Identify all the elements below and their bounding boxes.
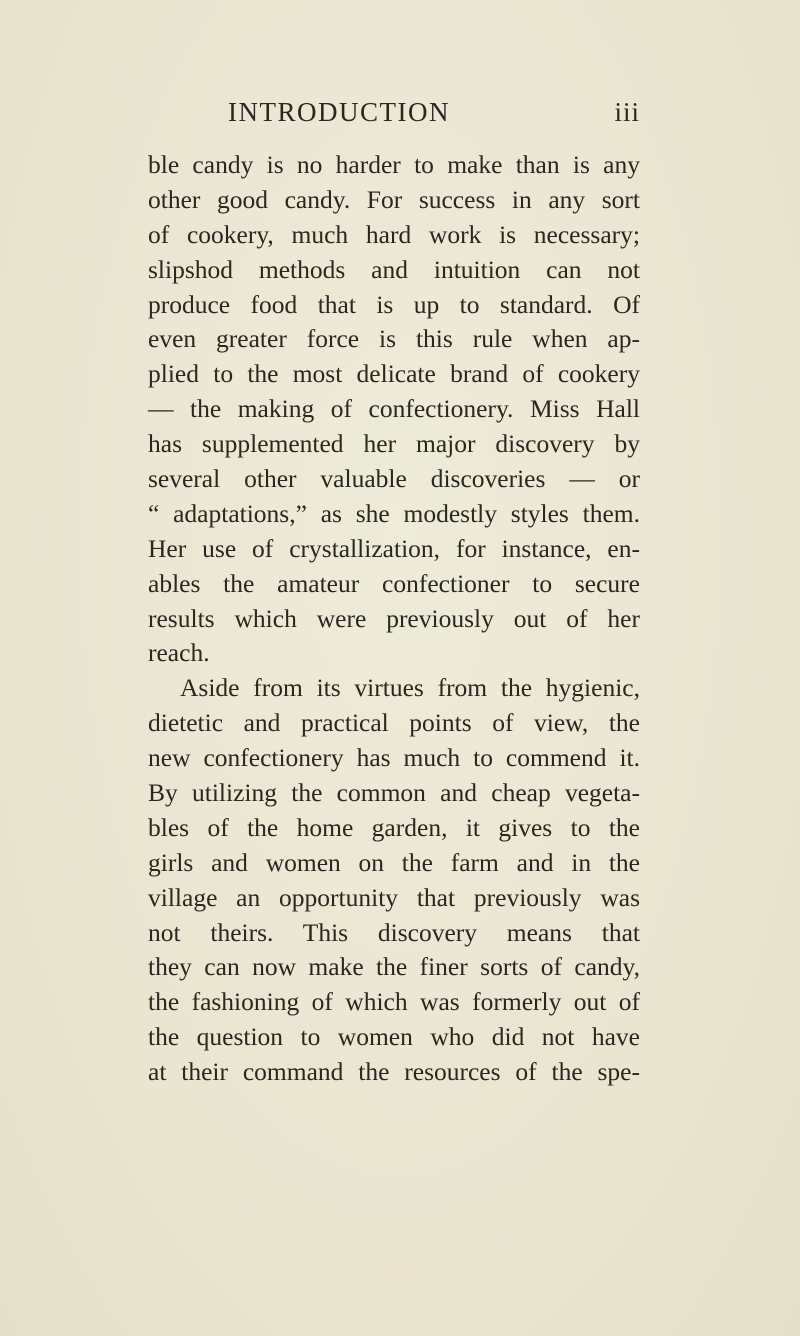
text-line: several other valuable discoveries — or — [148, 464, 640, 494]
running-head-title: INTRODUCTION — [228, 97, 450, 127]
paragraph — [148, 148, 640, 671]
page-number: iii — [614, 97, 640, 127]
text-line: new confectionery has much to commend it. — [148, 743, 640, 773]
paragraph — [148, 671, 640, 1090]
text-line: other good candy. For success in any sort — [148, 184, 640, 214]
text-line: “ adaptations,” as she modestly styles them. — [148, 498, 640, 528]
text-line: at their command the resources of the spe- — [148, 1057, 640, 1087]
text-line: slipshod methods and intuition can not — [148, 254, 640, 284]
text-line: girls and women on the farm and in the — [148, 847, 640, 877]
text-line: has supplemented her major discovery by — [148, 429, 640, 459]
text-line: they can now make the finer sorts of candy, — [148, 952, 640, 982]
text-line: produce food that is up to standard. Of — [148, 289, 640, 319]
text-line: of cookery, much hard work is necessary; — [148, 219, 640, 249]
text-line: ables the amateur confectioner to secure — [148, 568, 640, 598]
text-line: — the making of confectionery. Miss Hall — [148, 394, 640, 424]
text-line: even greater force is this rule when ap- — [148, 324, 640, 354]
text-line: dietetic and practical points of view, the — [148, 708, 640, 738]
text-line: the question to women who did not have — [148, 1022, 640, 1052]
text-line: reach. — [148, 638, 210, 668]
text-line: the fashioning of which was formerly out of — [148, 987, 640, 1017]
body-text — [148, 148, 640, 1090]
text-line: plied to the most delicate brand of cookery — [148, 359, 640, 389]
text-line: results which were previously out of her — [148, 603, 640, 633]
running-head — [148, 92, 640, 132]
text-line: Aside from its virtues from the hygienic, — [180, 673, 640, 703]
text-line: ble candy is no harder to make than is any — [148, 150, 640, 179]
text-line: By utilizing the common and cheap vegeta- — [148, 778, 640, 808]
text-line: bles of the home garden, it gives to the — [148, 812, 640, 842]
text-line: village an opportunity that previously was — [148, 882, 640, 912]
text-line: not theirs. This discovery means that — [148, 917, 640, 947]
text-line: Her use of crystallization, for instance, en- — [148, 533, 640, 563]
